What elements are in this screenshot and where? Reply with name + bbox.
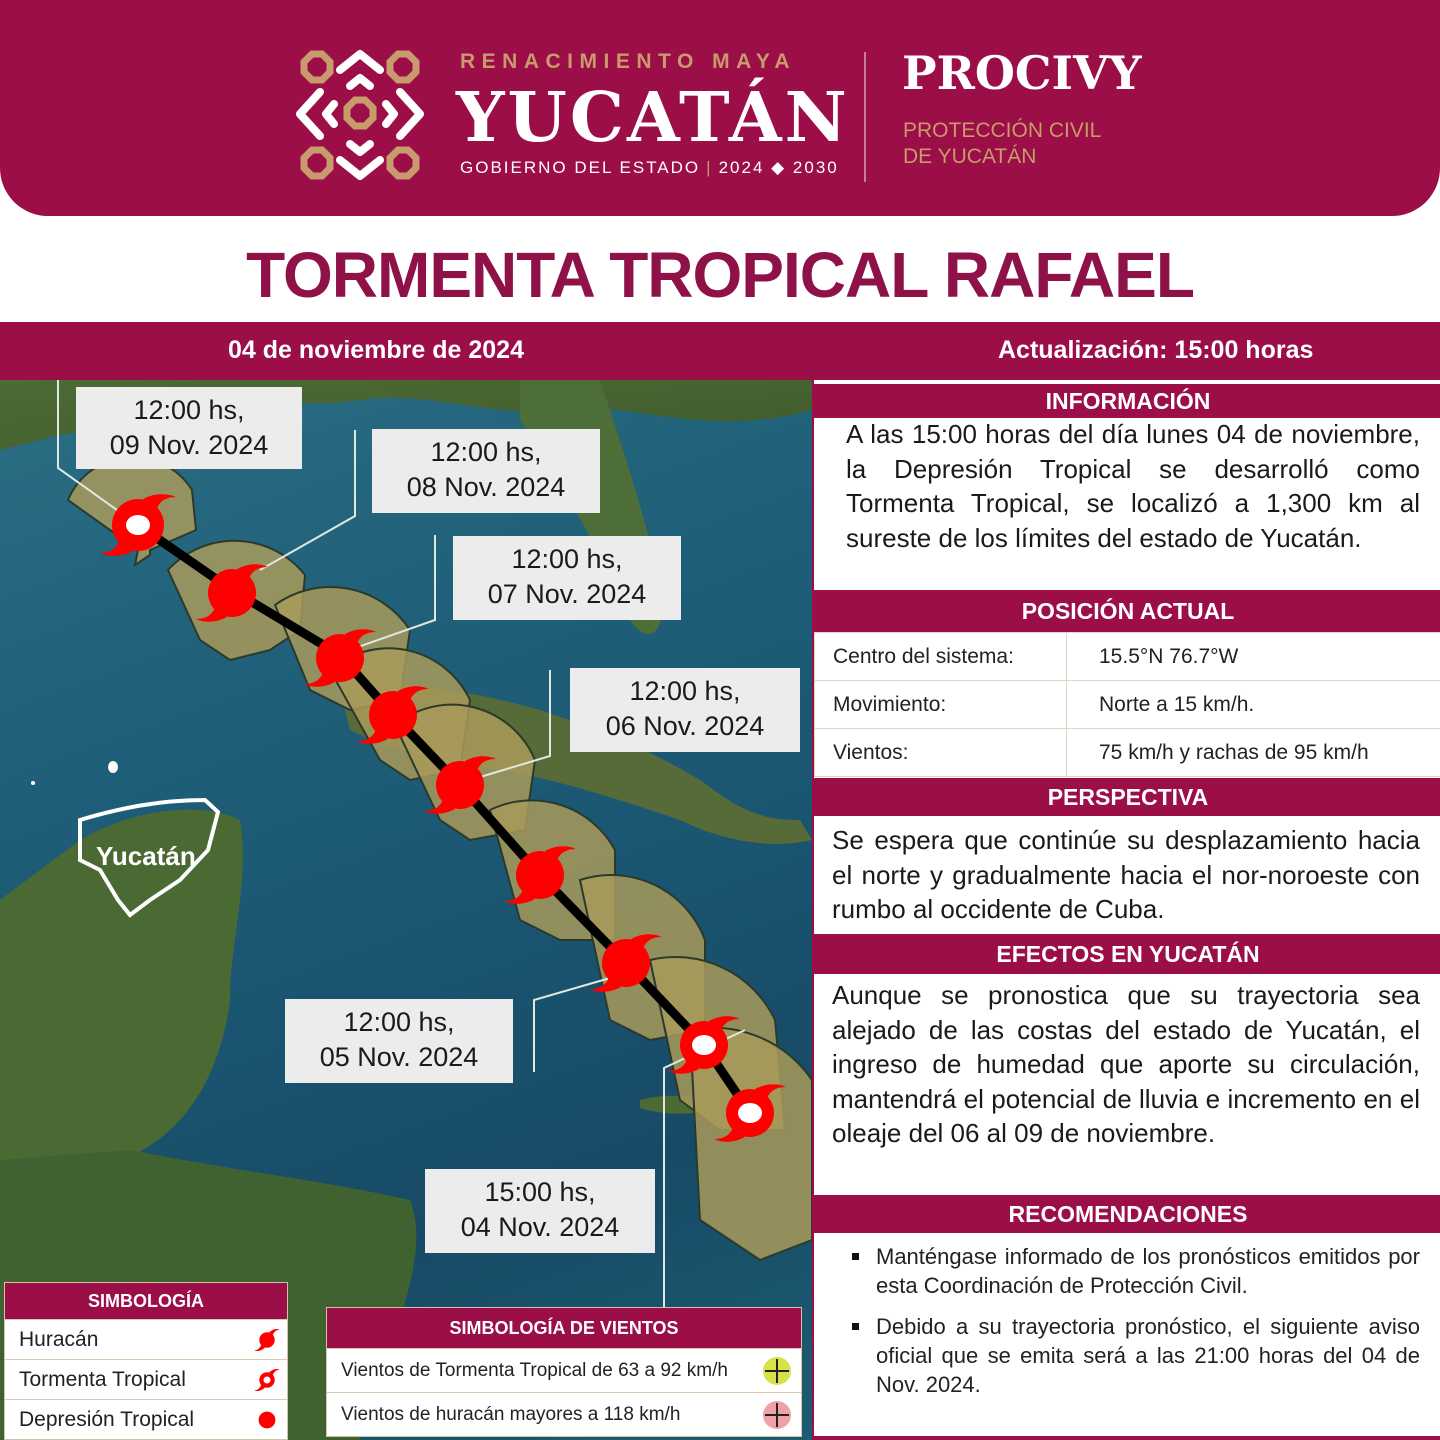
header-banner (0, 0, 1440, 216)
position-row-center (815, 633, 1440, 681)
org-subtitle-line2: DE YUCATÁN (903, 145, 1037, 168)
tropical-storm-wind-icon (763, 1357, 791, 1385)
wind-legend-label: Vientos de huracán mayores a 118 km/h (341, 1404, 681, 1425)
update-time: Actualización: 15:00 horas (998, 336, 1314, 364)
callout-date: 04 Nov. 2024 (460, 1212, 620, 1242)
position-label: Vientos: (815, 729, 1067, 777)
position-table (814, 632, 1440, 777)
bullet-icon (852, 1253, 859, 1260)
org-subtitle (903, 118, 1101, 170)
callout-date: 06 Nov. 2024 (605, 711, 765, 741)
wind-legend-item-tropical-storm (327, 1348, 801, 1392)
legend-label: Tormenta Tropical (19, 1368, 186, 1391)
recommendations-list (844, 1242, 1420, 1411)
wind-legend-label: Vientos de Tormenta Tropical de 63 a 92 km/h (341, 1360, 728, 1381)
divider: | (706, 158, 713, 177)
wind-legend-item-hurricane (327, 1392, 801, 1436)
wind-legend (326, 1307, 802, 1437)
callout-date: 09 Nov. 2024 (109, 430, 269, 460)
position-label: Centro del sistema: (815, 633, 1067, 681)
outlook-text: Se espera que continúe su desplazamiento hacia el norte y gradualmente hacia el nor-noroeste con rumbo al occidente de Cuba. (832, 825, 1420, 924)
org-name: PROCIVY (902, 46, 1142, 100)
info-text: A las 15:00 horas del día lunes 04 de noviembre, la Depresión Tropical se desarrolló como Tormenta Tropical, se localizó a 1,300 km al sureste de los límites del estado de Yucatán. (846, 419, 1420, 553)
callout-date: 07 Nov. 2024 (487, 579, 647, 609)
panel-bottom-border (814, 1436, 1440, 1440)
legend-label: Huracán (19, 1328, 99, 1351)
forecast-track-map (0, 380, 812, 1440)
region-label-yucatan: Yucatán (96, 841, 196, 871)
page-title: TORMENTA TROPICAL RAFAEL (246, 239, 1194, 311)
callout-06nov (570, 668, 800, 752)
bulletin-date: 04 de noviembre de 2024 (228, 336, 524, 364)
brand-subtitle: RENACIMIENTO MAYA (460, 50, 797, 73)
brand-gov-label: GOBIERNO DEL ESTADO (460, 158, 701, 177)
callout-time: 12:00 hs, (133, 395, 245, 425)
brand-title: YUCATÁN (456, 78, 850, 158)
date-bar (0, 322, 1440, 380)
callout-time: 15:00 hs, (484, 1177, 596, 1207)
position-value: 15.5°N 76.7°W (1067, 633, 1440, 681)
section-heading-position: POSICIÓN ACTUAL (814, 590, 1440, 632)
callout-time: 12:00 hs, (511, 544, 623, 574)
legend-label: Depresión Tropical (19, 1408, 195, 1431)
info-panel (812, 380, 1440, 1440)
hurricane-wind-icon (763, 1401, 791, 1429)
tropical-storm-icon (253, 1366, 281, 1394)
symbol-legend (4, 1282, 288, 1440)
section-heading-info: INFORMACIÓN (814, 384, 1440, 418)
callout-time: 12:00 hs, (430, 437, 542, 467)
recommendation-text: Debido a su trayectoria pronóstico, el siguiente aviso oficial que se emita será a las 21:00 horas del 04 de Nov. 2024. (876, 1314, 1420, 1397)
legend-title: SIMBOLOGÍA (5, 1283, 287, 1319)
recommendation-item (844, 1242, 1420, 1300)
section-heading-recommendations: RECOMENDACIONES (814, 1195, 1440, 1233)
maya-pattern-icon (294, 48, 426, 182)
legend-item-tropical-depression (5, 1399, 287, 1439)
tropical-depression-icon (253, 1406, 281, 1434)
callout-07nov (453, 536, 681, 620)
recommendation-text: Manténgase informado de los pronósticos emitidos por esta Coordinación de Protección Civil. (876, 1244, 1420, 1298)
hurricane-icon (253, 1326, 281, 1354)
callout-04nov (425, 1169, 655, 1253)
wind-legend-title: SIMBOLOGÍA DE VIENTOS (327, 1308, 801, 1348)
header-divider (864, 52, 866, 182)
position-row-winds (815, 729, 1440, 777)
bullet-icon (852, 1323, 859, 1330)
callout-time: 12:00 hs, (629, 676, 741, 706)
effects-text: Aunque se pronostica que su trayectoria sea alejado de las costas del estado de Yucatán, el ingreso de humedad que aporte su circulación, mantendrá el potencial de lluvia e incremento en el oleaje del 06 al 09 de noviembre. (832, 980, 1420, 1148)
callout-date: 08 Nov. 2024 (406, 472, 566, 502)
section-heading-outlook: PERSPECTIVA (814, 778, 1440, 816)
legend-item-hurricane (5, 1319, 287, 1359)
position-label: Movimiento: (815, 681, 1067, 729)
recommendation-item (844, 1312, 1420, 1399)
callout-time: 12:00 hs, (343, 1007, 455, 1037)
callout-09nov (76, 387, 302, 469)
org-subtitle-line1: PROTECCIÓN CIVIL (903, 119, 1102, 142)
position-value: Norte a 15 km/h. (1067, 681, 1440, 729)
callout-date: 05 Nov. 2024 (319, 1042, 479, 1072)
callout-05nov (285, 999, 513, 1083)
map-graphics (0, 380, 812, 1440)
position-value: 75 km/h y rachas de 95 km/h (1067, 729, 1440, 777)
position-row-movement (815, 681, 1440, 729)
brand-years: 2024 ◆ 2030 (718, 158, 839, 177)
brand-government (460, 158, 839, 178)
section-heading-effects: EFECTOS EN YUCATÁN (814, 934, 1440, 974)
callout-08nov (372, 429, 600, 513)
legend-item-tropical-storm (5, 1359, 287, 1399)
